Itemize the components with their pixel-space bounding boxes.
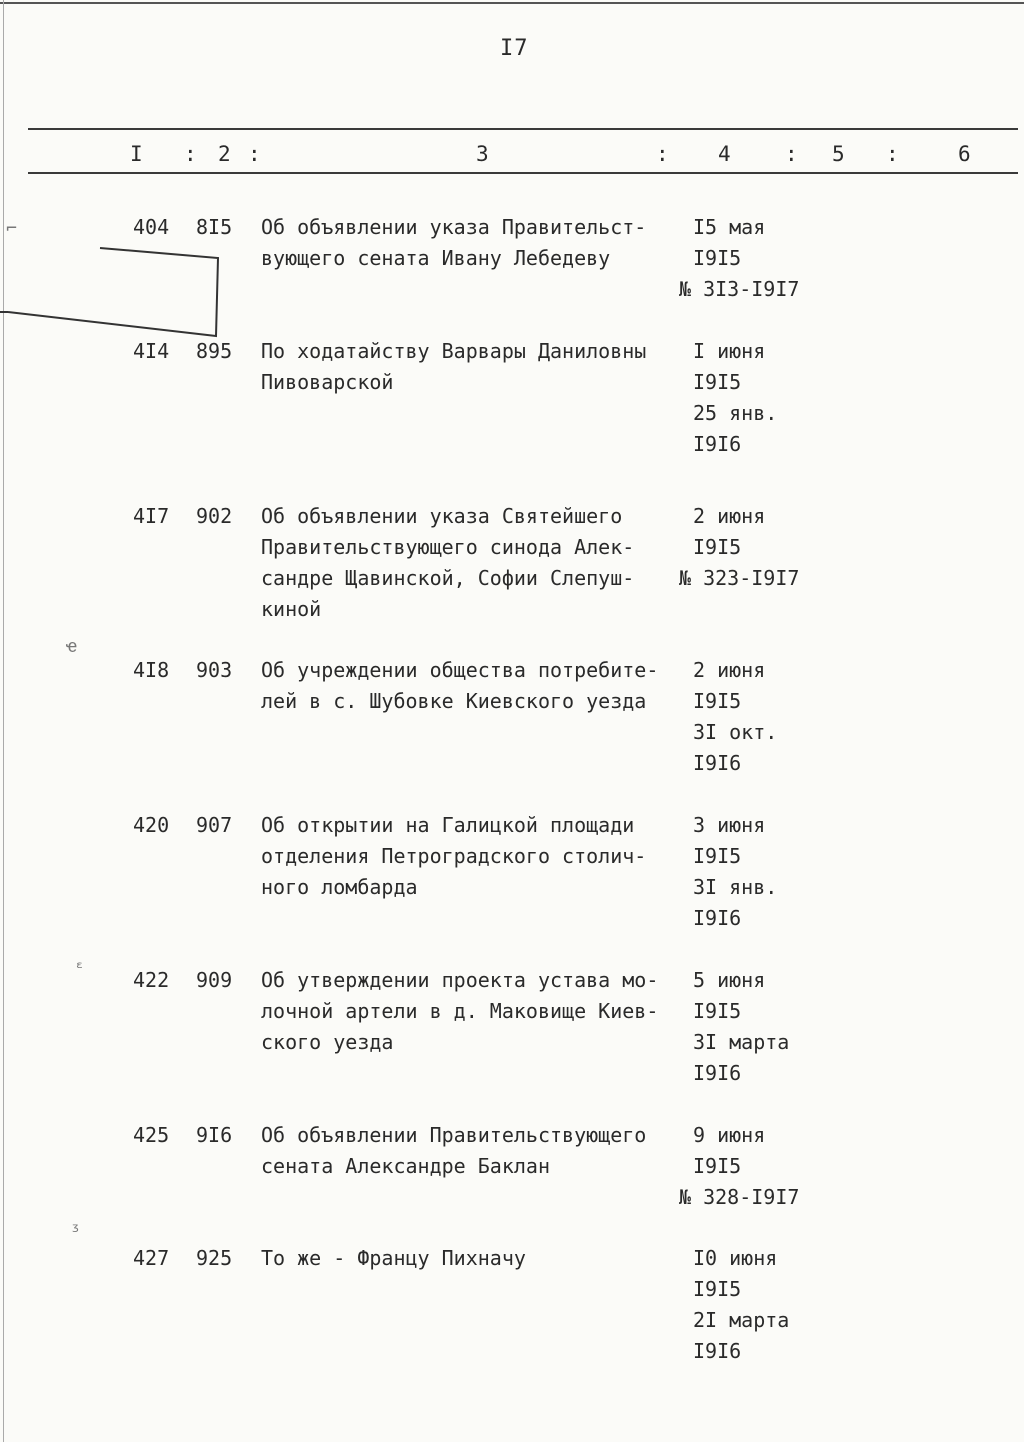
- title-line: Об объявлении указа Правительст-: [261, 215, 647, 239]
- date-line: I июня: [693, 339, 766, 363]
- folio-number: 9I6: [196, 1123, 233, 1147]
- title-line: Об объявлении Правительствующего: [261, 1123, 647, 1147]
- case-title: [261, 965, 681, 1058]
- date-line: 2 июня: [693, 504, 766, 528]
- date-line: 3I марта: [693, 1030, 790, 1054]
- date-line: № 328-I9I7: [679, 1185, 800, 1209]
- case-dates: [679, 501, 853, 594]
- folio-number: 902: [196, 504, 233, 528]
- date-line: I9I6: [693, 751, 742, 775]
- date-line: 3I янв.: [693, 875, 778, 899]
- title-line: сандре Щавинской, Софии Слепуш-: [261, 566, 635, 590]
- date-line: 2I марта: [693, 1308, 790, 1332]
- case-dates: [693, 810, 853, 934]
- case-number: 420: [133, 813, 170, 837]
- paper-tab-mark: [0, 246, 220, 338]
- case-number: 4I8: [133, 658, 170, 682]
- header-sep-1: :: [184, 142, 197, 166]
- header-sep-5: :: [886, 142, 899, 166]
- title-line: Пивоварской: [261, 370, 394, 394]
- case-number: 422: [133, 968, 170, 992]
- date-line: № 3I3-I9I7: [679, 277, 800, 301]
- folio-number: 895: [196, 339, 233, 363]
- header-sep-4: :: [785, 142, 798, 166]
- date-line: I0 июня: [693, 1246, 778, 1270]
- date-line: I9I5: [693, 999, 742, 1023]
- date-line: 9 июня: [693, 1123, 766, 1147]
- header-col-1: I: [130, 142, 143, 166]
- title-line: лочной артели в д. Маковище Киев-: [261, 999, 659, 1023]
- date-line: I9I5: [693, 1154, 742, 1178]
- folio-number: 909: [196, 968, 233, 992]
- margin-scribble-mark: ᶾ: [70, 1220, 81, 1241]
- date-line: I9I5: [693, 246, 742, 270]
- title-line: ного ломбарда: [261, 875, 418, 899]
- case-number: 427: [133, 1246, 170, 1270]
- folio-number: 925: [196, 1246, 233, 1270]
- date-line: I5 мая: [693, 215, 766, 239]
- date-line: I9I6: [693, 906, 742, 930]
- case-title: [261, 1243, 681, 1274]
- date-line: 25 янв.: [693, 401, 778, 425]
- title-line: сената Александре Баклан: [261, 1154, 550, 1178]
- date-line: № 323-I9I7: [679, 566, 800, 590]
- header-sep-3: :: [656, 142, 669, 166]
- title-line: Об учреждении общества потребите-: [261, 658, 659, 682]
- page-top-edge: [0, 2, 1024, 4]
- page-left-edge: [3, 0, 4, 1442]
- header-col-3: 3: [476, 142, 489, 166]
- title-line: киной: [261, 597, 322, 621]
- case-number: 404: [133, 215, 170, 239]
- date-line: I9I6: [693, 1061, 742, 1085]
- case-dates: [693, 336, 853, 460]
- title-line: По ходатайству Варвары Даниловны: [261, 339, 647, 363]
- header-sep-2: :: [248, 142, 261, 166]
- date-line: I9I5: [693, 1277, 742, 1301]
- date-line: I9I6: [693, 1339, 742, 1363]
- folio-number: 903: [196, 658, 233, 682]
- case-number: 425: [133, 1123, 170, 1147]
- page-number: I7: [500, 36, 529, 61]
- header-col-5: 5: [832, 142, 845, 166]
- date-line: I9I5: [693, 844, 742, 868]
- case-dates: [679, 212, 853, 305]
- header-col-2: 2: [218, 142, 231, 166]
- date-line: I9I5: [693, 370, 742, 394]
- date-line: I9I6: [693, 432, 742, 456]
- header-top-rule: [28, 128, 1018, 130]
- case-title: [261, 655, 681, 717]
- date-line: 3I окт.: [693, 720, 778, 744]
- title-line: Об утверждении проекта устава мо-: [261, 968, 659, 992]
- case-number: 4I4: [133, 339, 170, 363]
- title-line: То же - Францу Пихначу: [261, 1246, 526, 1270]
- case-title: [261, 212, 681, 274]
- folio-number: 8I5: [196, 215, 233, 239]
- margin-scribble-mark: ᵋ: [74, 958, 85, 979]
- case-dates: [693, 655, 853, 779]
- header-col-6: 6: [958, 142, 971, 166]
- case-dates: [693, 965, 853, 1089]
- folio-number: 907: [196, 813, 233, 837]
- title-line: Об открытии на Галицкой площади: [261, 813, 635, 837]
- header-col-4: 4: [718, 142, 731, 166]
- date-line: 5 июня: [693, 968, 766, 992]
- case-title: [261, 336, 681, 398]
- margin-tick-mark: ⌐: [6, 218, 17, 239]
- title-line: Об объявлении указа Святейшего: [261, 504, 623, 528]
- case-number: 4I7: [133, 504, 170, 528]
- title-line: отделения Петроградского столич-: [261, 844, 647, 868]
- title-line: вующего сената Ивану Лебедеву: [261, 246, 611, 270]
- date-line: 3 июня: [693, 813, 766, 837]
- date-line: 2 июня: [693, 658, 766, 682]
- case-title: [261, 1120, 681, 1182]
- title-line: ского уезда: [261, 1030, 394, 1054]
- title-line: Правительствующего синода Алек-: [261, 535, 635, 559]
- case-title: [261, 810, 681, 903]
- case-dates: [693, 1243, 853, 1367]
- header-bottom-rule: [28, 172, 1018, 174]
- date-line: I9I5: [693, 535, 742, 559]
- date-line: I9I5: [693, 689, 742, 713]
- case-dates: [679, 1120, 853, 1213]
- case-title: [261, 501, 681, 625]
- title-line: лей в с. Шубовке Киевского уезда: [261, 689, 647, 713]
- margin-scribble-mark: ҽ: [66, 636, 77, 657]
